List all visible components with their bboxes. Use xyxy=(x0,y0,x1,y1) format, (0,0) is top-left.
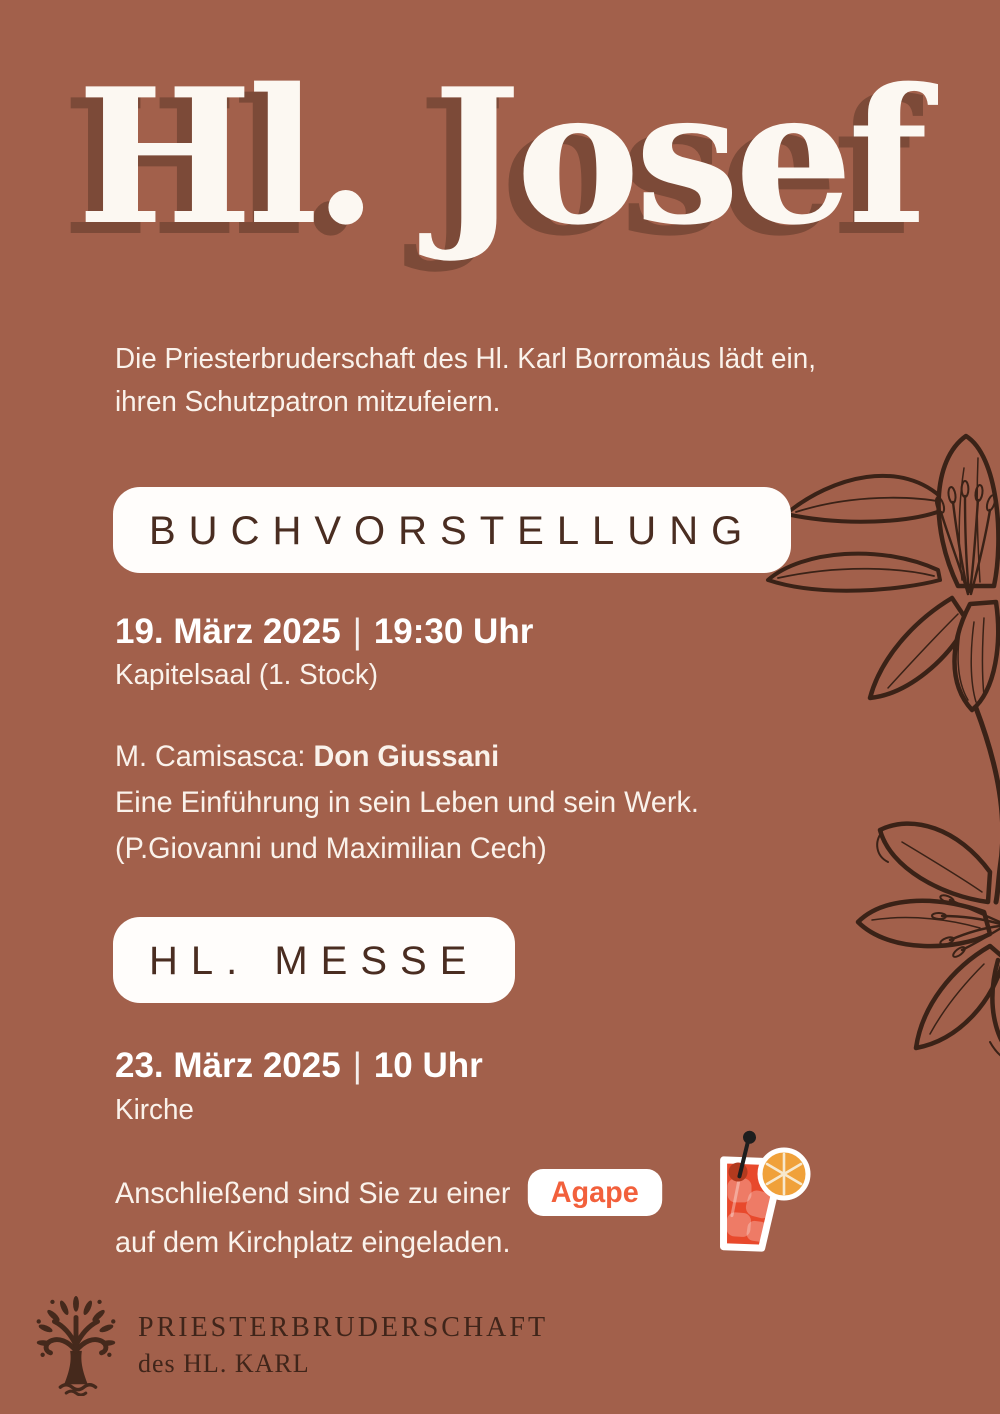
event1-date: 19. März 2025 xyxy=(115,612,341,651)
org-subtitle: des HL. KARL xyxy=(138,1348,310,1378)
agape-badge xyxy=(528,1169,662,1216)
event2-location: Kirche xyxy=(115,1094,194,1126)
event1-speaker-name: Don Giussani xyxy=(313,740,500,773)
section-badge-label: BUCHVORSTELLUNG xyxy=(149,509,756,553)
org-text xyxy=(138,1312,548,1379)
page-title: Hl. Josef xyxy=(76,47,924,266)
section-badge-buchvorstellung xyxy=(113,487,791,573)
closing-text xyxy=(115,1170,662,1266)
event2-date: 23. März 2025 xyxy=(115,1046,341,1085)
section-badge-hl-messe xyxy=(113,917,515,1003)
intro-text xyxy=(115,338,816,424)
closing-line-2: auf dem Kirchplatz eingeladen. xyxy=(115,1225,511,1259)
orange-slice-icon xyxy=(760,1150,808,1198)
cocktail-icon xyxy=(690,1130,818,1270)
lily-flowers-artwork xyxy=(762,398,1000,1086)
event1-presenters: (P.Giovanni und Maximilian Cech) xyxy=(115,832,547,865)
event1-subtitle: Eine Einführung in sein Leben und sein Werk. xyxy=(115,786,699,819)
datetime-separator: | xyxy=(352,1046,362,1085)
footer-logo xyxy=(34,1294,548,1396)
event1-location: Kapitelsaal (1. Stock) xyxy=(115,659,379,691)
event1-time: 19:30 Uhr xyxy=(373,612,534,651)
event2-time: 10 Uhr xyxy=(373,1046,483,1085)
section-badge-label: HL. MESSE xyxy=(149,939,480,983)
event1-description xyxy=(115,734,699,872)
event1-datetime xyxy=(115,612,533,652)
event1-speaker-prefix: M. Camisasca: xyxy=(115,740,314,773)
intro-line-1: Die Priesterbruderschaft des Hl. Karl Borromäus lädt ein, xyxy=(115,343,816,375)
org-name: PRIESTERBRUDERSCHAFT xyxy=(138,1311,549,1343)
closing-line-1: Anschließend sind Sie zu einer xyxy=(115,1177,511,1210)
event2-datetime xyxy=(115,1046,483,1086)
tree-logo-icon xyxy=(34,1294,118,1396)
event1-speaker-line xyxy=(115,740,499,773)
intro-line-2: ihren Schutzpatron mitzufeiern. xyxy=(115,386,501,418)
datetime-separator: | xyxy=(352,612,362,651)
agape-badge-label: Agape xyxy=(550,1175,639,1209)
